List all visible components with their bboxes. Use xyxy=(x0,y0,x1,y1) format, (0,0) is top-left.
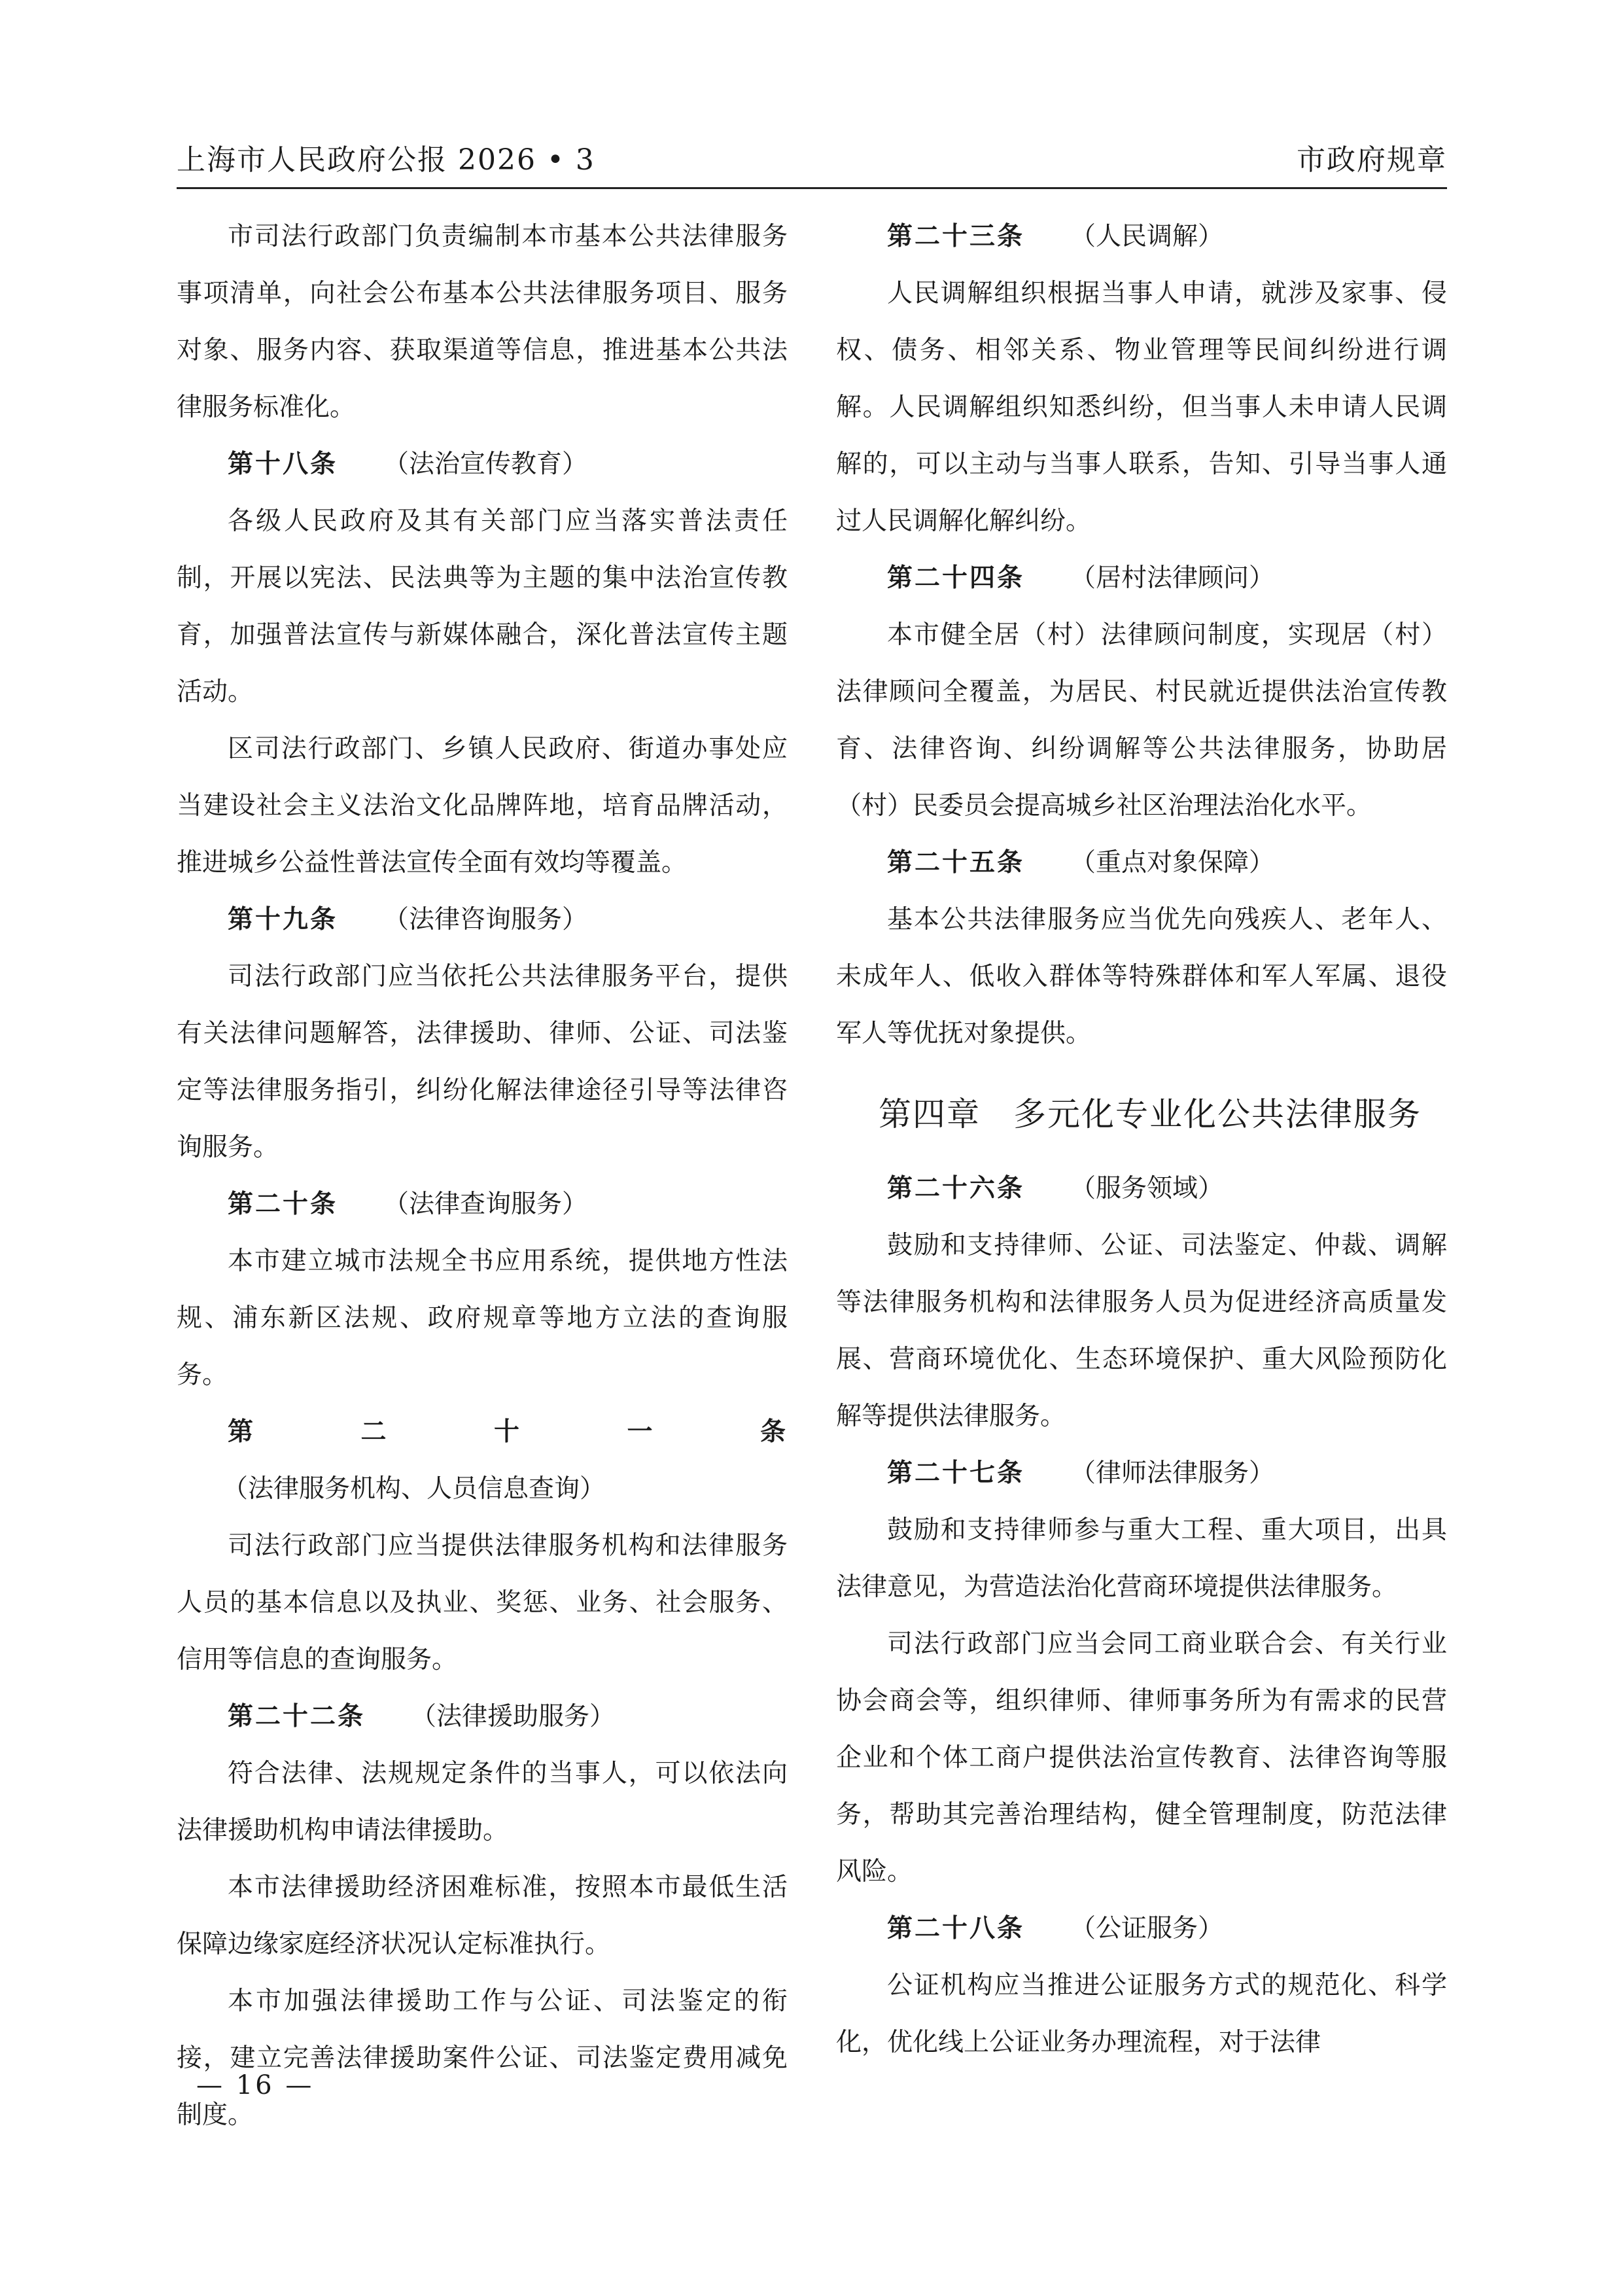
paragraph: 本市加强法律援助工作与公证、司法鉴定的衔接，建立完善法律援助案件公证、司法鉴定费用减免制度。 xyxy=(177,1987,788,2130)
article-number: 第二十一条 xyxy=(228,1417,788,1447)
paragraph: 各级人民政府及其有关部门应当落实普法责任制，开展以宪法、民法典等为主题的集中法治宣传教育，加强普法宣传与新媒体融合，深化普法宣传主题活动。 xyxy=(177,506,788,707)
paragraph: 区司法行政部门、乡镇人民政府、街道办事处应当建设社会主义法治文化品牌阵地，培育品牌活动，推进城乡公益性普法宣传全面有效均等覆盖。 xyxy=(177,734,788,877)
article-heading xyxy=(836,1900,1447,1957)
article-heading xyxy=(836,1160,1447,1217)
article-number: 第二十七条 xyxy=(887,1458,1025,1488)
paragraph: 本市健全居（村）法律顾问制度，实现居（村）法律顾问全覆盖，为居民、村民就近提供法治宣传教育、法律咨询、纠纷调解等公共法律服务，协助居（村）民委员会提高城乡社区治理法治化水平。 xyxy=(836,620,1447,821)
article-heading xyxy=(177,1404,788,1517)
article-number: 第二十八条 xyxy=(887,1913,1025,1943)
left-column xyxy=(177,208,788,2144)
article-number: 第二十三条 xyxy=(887,221,1025,251)
page-header xyxy=(177,135,1447,189)
article-heading xyxy=(836,834,1447,891)
article-heading xyxy=(177,1688,788,1745)
paragraph: 基本公共法律服务应当优先向残疾人、老年人、未成年人、低收入群体等特殊群体和军人军属、退役军人等优抚对象提供。 xyxy=(836,905,1447,1048)
paragraph: 司法行政部门应当依托公共法律服务平台，提供有关法律问题解答，法律援助、律师、公证、司法鉴定等法律服务指引，纠纷化解法律途径引导等法律咨询服务。 xyxy=(177,962,788,1162)
article-number: 第十九条 xyxy=(228,904,338,934)
article-title: （人民调解） xyxy=(1070,222,1224,251)
article-heading xyxy=(177,891,788,948)
paragraph: 人民调解组织根据当事人申请，就涉及家事、侵权、债务、相邻关系、物业管理等民间纠纷进行调解。人民调解组织知悉纠纷，但当事人未申请人民调解的，可以主动与当事人联系，告知、引导当事人通过人民调解化解纠纷。 xyxy=(836,279,1447,536)
article-number: 第二十二条 xyxy=(228,1701,366,1731)
paragraph: 公证机构应当推进公证服务方式的规范化、科学化，优化线上公证业务办理流程，对于法律 xyxy=(836,1971,1447,2057)
paragraph: 司法行政部门应当提供法律服务机构和法律服务人员的基本信息以及执业、奖惩、业务、社会服务、信用等信息的查询服务。 xyxy=(177,1531,788,1674)
right-column xyxy=(836,208,1447,2071)
chapter-number: 第四章 xyxy=(879,1095,981,1133)
article-heading xyxy=(177,1176,788,1233)
article-number: 第二十条 xyxy=(228,1189,338,1219)
article-heading xyxy=(836,550,1447,607)
article-number: 第二十四条 xyxy=(887,563,1025,593)
article-number: 第二十六条 xyxy=(887,1173,1025,1203)
chapter-title: 多元化专业化公共法律服务 xyxy=(1013,1095,1422,1133)
article-title: （法治宣传教育） xyxy=(383,450,588,479)
article-title: （重点对象保障） xyxy=(1070,848,1275,877)
article-number: 第十八条 xyxy=(228,449,338,479)
paragraph: 市司法行政部门负责编制本市基本公共法律服务事项清单，向社会公布基本公共法律服务项目、服务对象、服务内容、获取渠道等信息，推进基本公共法律服务标准化。 xyxy=(177,222,788,422)
article-heading xyxy=(836,1445,1447,1502)
article-number: 第二十五条 xyxy=(887,847,1025,877)
article-heading xyxy=(177,436,788,493)
article-heading xyxy=(836,208,1447,265)
article-title: （法律援助服务） xyxy=(411,1702,616,1731)
paragraph: 本市法律援助经济困难标准，按照本市最低生活保障边缘家庭经济状况认定标准执行。 xyxy=(177,1873,788,1959)
section-title: 市政府规章 xyxy=(1297,143,1447,177)
paragraph: 本市建立城市法规全书应用系统，提供地方性法规、浦东新区法规、政府规章等地方立法的查询服务。 xyxy=(177,1246,788,1390)
paragraph: 鼓励和支持律师、公证、司法鉴定、仲裁、调解等法律服务机构和法律服务人员为促进经济高质量发展、营商环境优化、生态环境保护、重大风险预防化解等提供法律服务。 xyxy=(836,1231,1447,1431)
article-title: （服务领域） xyxy=(1070,1174,1224,1203)
page-number: — 16 — xyxy=(196,2070,315,2100)
article-title: （居村法律顾问） xyxy=(1070,563,1275,593)
paragraph: 鼓励和支持律师参与重大工程、重大项目，出具法律意见，为营造法治化营商环境提供法律服务。 xyxy=(836,1515,1447,1602)
publication-title: 上海市人民政府公报 2026 • 3 xyxy=(177,143,595,177)
article-title: （律师法律服务） xyxy=(1070,1458,1275,1488)
article-title: （法律咨询服务） xyxy=(383,905,588,934)
article-title: （法律服务机构、人员信息查询） xyxy=(222,1474,606,1504)
paragraph: 符合法律、法规规定条件的当事人，可以依法向法律援助机构申请法律援助。 xyxy=(177,1759,788,1845)
paragraph: 司法行政部门应当会同工商业联合会、有关行业协会商会等，组织律师、律师事务所为有需求的民营企业和个体工商户提供法治宣传教育、法律咨询等服务，帮助其完善治理结构，健全管理制度，防范法律风险。 xyxy=(836,1629,1447,1886)
article-title: （公证服务） xyxy=(1070,1914,1224,1943)
chapter-heading xyxy=(836,1082,1447,1147)
article-title: （法律查询服务） xyxy=(383,1190,588,1219)
